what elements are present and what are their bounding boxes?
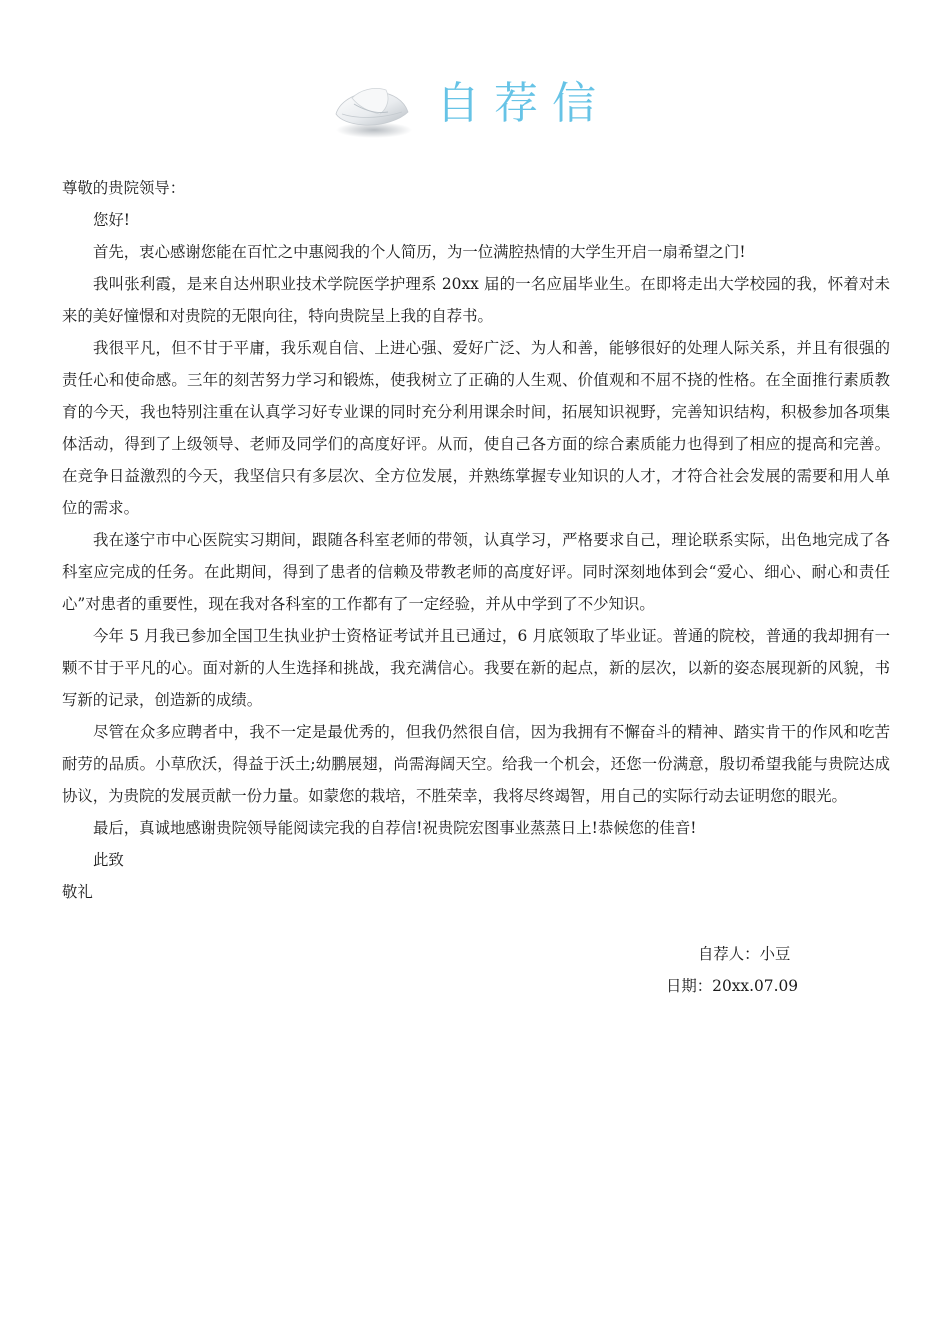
closing-line-2: 敬礼 xyxy=(62,883,93,901)
letter-header xyxy=(330,74,630,144)
paragraph-internship: 我在遂宁市中心医院实习期间，跟随各科室老师的带领，认真学习，严格要求自己，理论联系实际，出色地完成了各科室应完成的任务。在此期间，得到了患者的信赖及带教老师的高度好评。同时深刻地体到会“爱心、细心、耐心和责任心”对患者的重要性，现在我对各科室的工作都有了一定经验，并从中学到了不少知识。 xyxy=(62,531,890,613)
letter-title: 自荐信 xyxy=(436,78,610,129)
paragraph-request: 尽管在众多应聘者中，我不一定是最优秀的，但我仍然很自信，因为我拥有不懈奋斗的精神、踏实肯干的作风和吃苦耐劳的品质。小草欣沃，得益于沃土;幼鹏展翅，尚需海阔天空。给我一个机会，还您一份满意，殷切希望我能与贵院达成协议，为贵院的发展贡献一份力量。如蒙您的栽培，不胜荣幸，我将尽终竭智，用自己的实际行动去证明您的眼光。 xyxy=(62,723,890,805)
closing-line-1: 此致 xyxy=(93,851,124,869)
paragraph-closing-thanks: 最后，真诚地感谢贵院领导能阅读完我的自荐信!祝贵院宏图事业蒸蒸日上!恭候您的佳音! xyxy=(93,819,697,837)
salutation: 尊敬的贵院领导： xyxy=(62,179,186,197)
letter-body xyxy=(62,172,890,908)
nurse-cap-icon xyxy=(330,80,414,140)
paragraph-introduction: 我叫张利霞，是来自达州职业技术学院医学护理系 20xx 届的一名应届毕业生。在即将走出大学校园的我，怀着对未来的美好憧憬和对贵院的无限向往，特向贵院呈上我的自荐书。 xyxy=(62,275,890,325)
paragraph-thanks: 首先，衷心感谢您能在百忙之中惠阅我的个人简历，为一位满腔热情的大学生开启一扇希望之门! xyxy=(93,243,746,261)
paragraph-certification: 今年 5 月我已参加全国卫生执业护士资格证考试并且已通过，6 月底领取了毕业证。普通的院校，普通的我却拥有一颗不甘于平凡的心。面对新的人生选择和挑战，我充满信心。我要在新的起点，新的层次，以新的姿态展现新的风貌，书写新的记录，创造新的成绩。 xyxy=(62,627,890,709)
signature: 自荐人：小豆 xyxy=(698,945,791,963)
date: 日期：20xx.07.09 xyxy=(666,977,799,995)
greeting: 您好! xyxy=(93,211,130,229)
paragraph-personality: 我很平凡，但不甘于平庸，我乐观自信、上进心强、爱好广泛、为人和善，能够很好的处理人际关系，并且有很强的责任心和使命感。三年的刻苦努力学习和锻炼，使我树立了正确的人生观、价值观和不屈不挠的性格。在全面推行素质教育的今天，我也特别注重在认真学习好专业课的同时充分利用课余时间，拓展知识视野，完善知识结构，积极参加各项集体活动，得到了上级领导、老师及同学们的高度好评。从而，使自己各方面的综合素质能力也得到了相应的提高和完善。在竞争日益激烈的今天，我坚信只有多层次、全方位发展，并熟练掌握专业知识的人才，才符合社会发展的需要和用人单位的需求。 xyxy=(62,339,890,517)
